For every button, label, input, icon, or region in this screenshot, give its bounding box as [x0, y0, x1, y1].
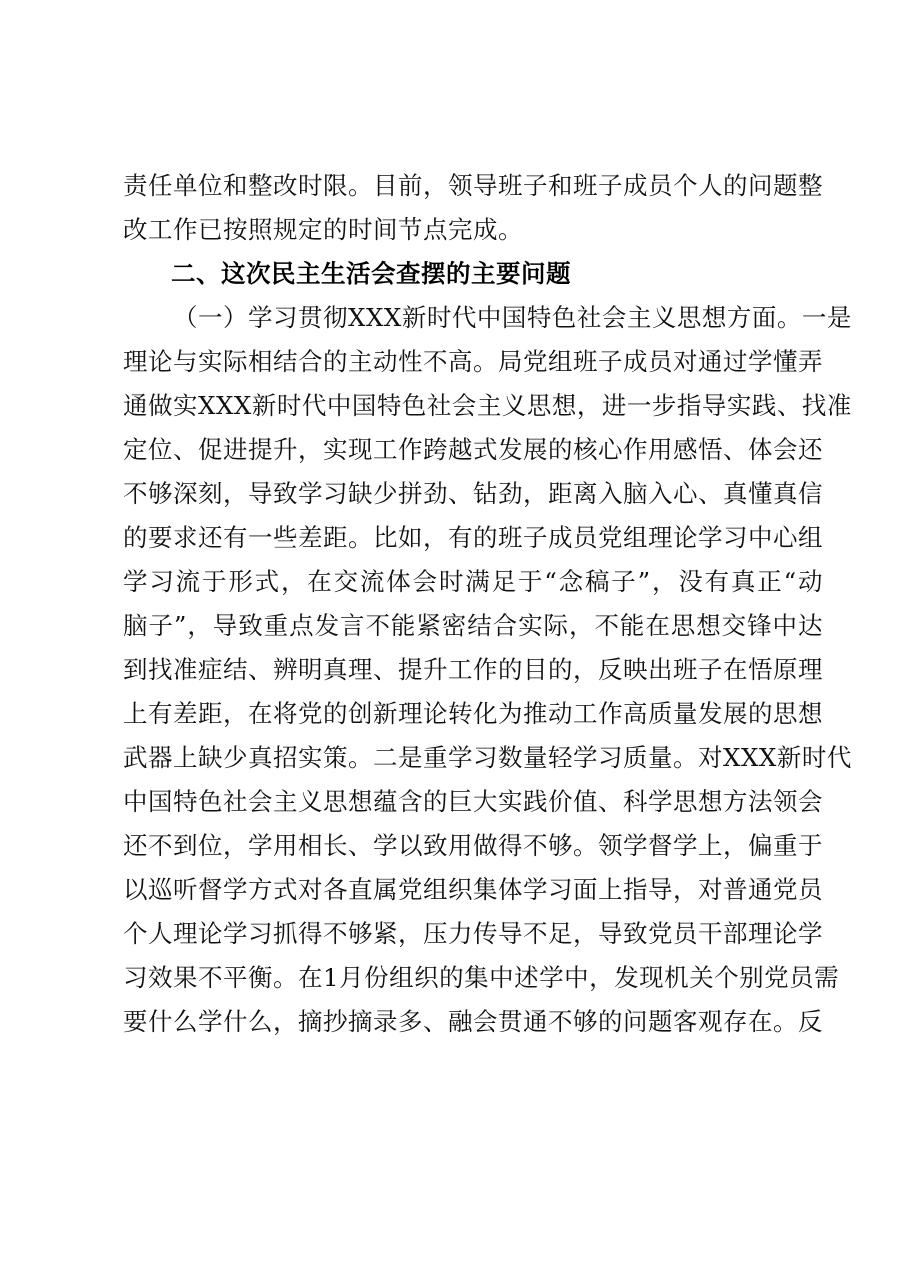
paragraph-2-line-13: 还不到位，学用相长、学以致用做得不够。领学督学上，偏重于	[123, 831, 823, 860]
paragraph-2-line-9: 到找准症结、辨明真理、提升工作的目的，反映出班子在悟原理	[123, 655, 823, 684]
paragraph-2-line-17: 要什么学什么，摘抄摘录多、融会贯通不够的问题客观存在。反	[123, 1007, 823, 1036]
paragraph-2-line-11: 武器上缺少真招实策。二是重学习数量轻学习质量。对XXX新时代	[123, 743, 852, 772]
paragraph-2-line-16: 习效果不平衡。在1月份组织的集中述学中，发现机关个别党员需	[123, 963, 840, 992]
paragraph-2-line-15: 个人理论学习抓得不够紧，压力传导不足，导致党员干部理论学	[123, 919, 823, 948]
paragraph-2-line-10: 上有差距，在将党的创新理论转化为推动工作高质量发展的思想	[123, 699, 823, 728]
section-heading-2: 二、这次民主生活会查摆的主要问题	[171, 259, 571, 288]
paragraph-2-line-8: 脑子”，导致重点发言不能紧密结合实际，不能在思想交锋中达	[123, 611, 823, 640]
paragraph-2-line-14: 以巡听督学方式对各直属党组织集体学习面上指导，对普通党员	[123, 875, 823, 904]
paragraph-1-line-1: 责任单位和整改时限。目前，领导班子和班子成员个人的问题整	[123, 171, 823, 200]
paragraph-2-line-1: （一）学习贯彻XXX新时代中国特色社会主义思想方面。一是	[173, 303, 852, 332]
paragraph-2-line-5: 不够深刻，导致学习缺少拼劲、钻劲，距离入脑入心、真懂真信	[123, 479, 823, 508]
paragraph-1-line-2: 改工作已按照规定的时间节点完成。	[123, 215, 523, 244]
paragraph-2-line-12: 中国特色社会主义思想蕴含的巨大实践价值、科学思想方法领会	[123, 787, 823, 816]
paragraph-2-line-2: 理论与实际相结合的主动性不高。局党组班子成员对通过学懂弄	[123, 347, 823, 376]
paragraph-2-line-6: 的要求还有一些差距。比如，有的班子成员党组理论学习中心组	[123, 523, 823, 552]
paragraph-2-line-3: 通做实XXX新时代中国特色社会主义思想，进一步指导实践、找准	[123, 391, 852, 420]
paragraph-2-line-7: 学习流于形式，在交流体会时满足于“念稿子”，没有真正“动	[123, 567, 823, 596]
paragraph-2-line-4: 定位、促进提升，实现工作跨越式发展的核心作用感悟、体会还	[123, 435, 823, 464]
document-body	[123, 164, 852, 1044]
